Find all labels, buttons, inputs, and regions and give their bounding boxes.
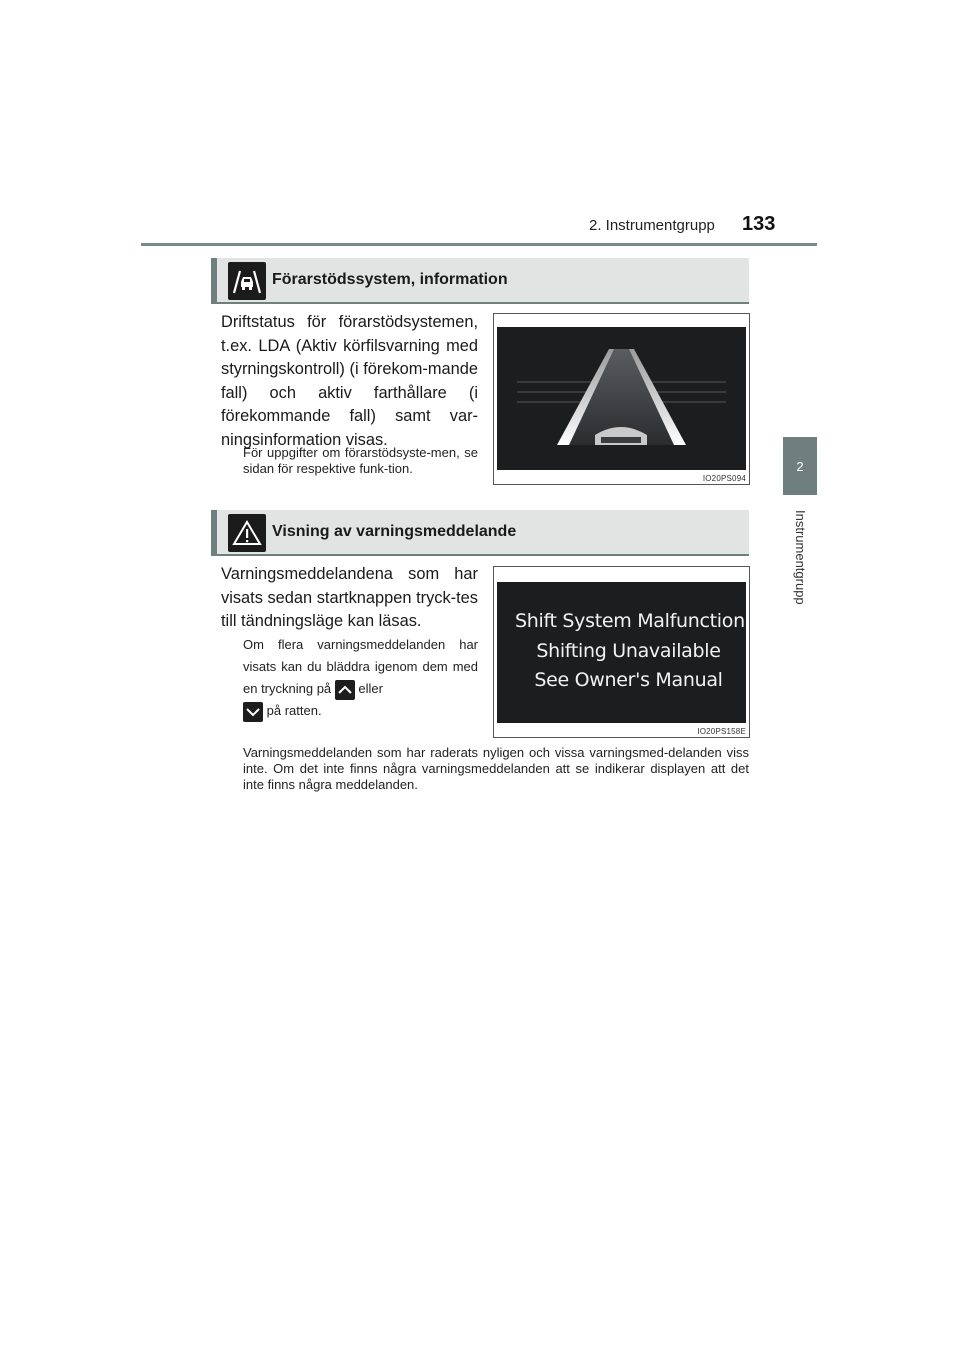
note-text: Om flera varningsmeddelanden har visats kan du bläddra igenom dem med en tryckning på	[243, 637, 478, 696]
note-paragraph: För uppgifter om förarstödsyste-men, se sidan för respektive funk-tion.	[243, 445, 478, 476]
chevron-up-icon	[335, 680, 355, 700]
display-screen	[497, 582, 746, 723]
figure-driver-assist-display	[493, 313, 750, 485]
lane-road-graphic	[497, 327, 746, 470]
figure-code: IO20PS158E	[697, 727, 746, 736]
driver-assist-car-icon	[228, 262, 266, 300]
display-line-3: See Owner's Manual	[534, 669, 723, 691]
section-title: Visning av varningsmeddelande	[272, 523, 517, 540]
note-text: på ratten.	[266, 703, 322, 718]
section-header-warning-messages	[211, 510, 749, 556]
page-number: 133	[742, 213, 776, 235]
chapter-number: 2	[796, 458, 804, 474]
note-text: eller	[358, 681, 383, 696]
footer-paragraph: Varningsmeddelanden som har raderats nyligen och vissa varningsmed-delanden viss inte. Om det inte finns några varningsmeddelanden att se indikerar displayen att det inte finns några meddelanden.	[243, 745, 749, 792]
figure-code: IO20PS094	[702, 474, 746, 483]
chapter-tab	[783, 437, 817, 495]
display-line-1: Shift System Malfunction	[515, 610, 745, 632]
figure-warning-message-display	[493, 566, 750, 738]
display-line-2: Shifting Unavailable	[536, 640, 721, 662]
warning-triangle-icon	[228, 514, 266, 552]
chevron-down-icon	[243, 702, 263, 722]
note-paragraph-scroll	[243, 634, 478, 722]
body-paragraph: Varningsmeddelandena som har visats sedan startknappen tryck-tes till tändningsläge kan läsas.	[221, 565, 478, 630]
section-title: Förarstödssystem, information	[272, 271, 508, 288]
chapter-label: Instrumentgrupp	[793, 510, 808, 605]
section-header-driver-assist	[211, 258, 749, 304]
running-header-section: 2. Instrumentgrupp	[589, 217, 715, 234]
header-rule	[141, 243, 817, 246]
body-paragraph: Driftstatus för förarstödsystemen, t.ex. LDA (Aktiv körfilsvarning med styrningskontroll) (i förekom-mande fall) och aktiv farthållare (i förekommande fall) samt var-ningsinformation visas.	[221, 313, 478, 449]
display-screen	[497, 327, 746, 470]
